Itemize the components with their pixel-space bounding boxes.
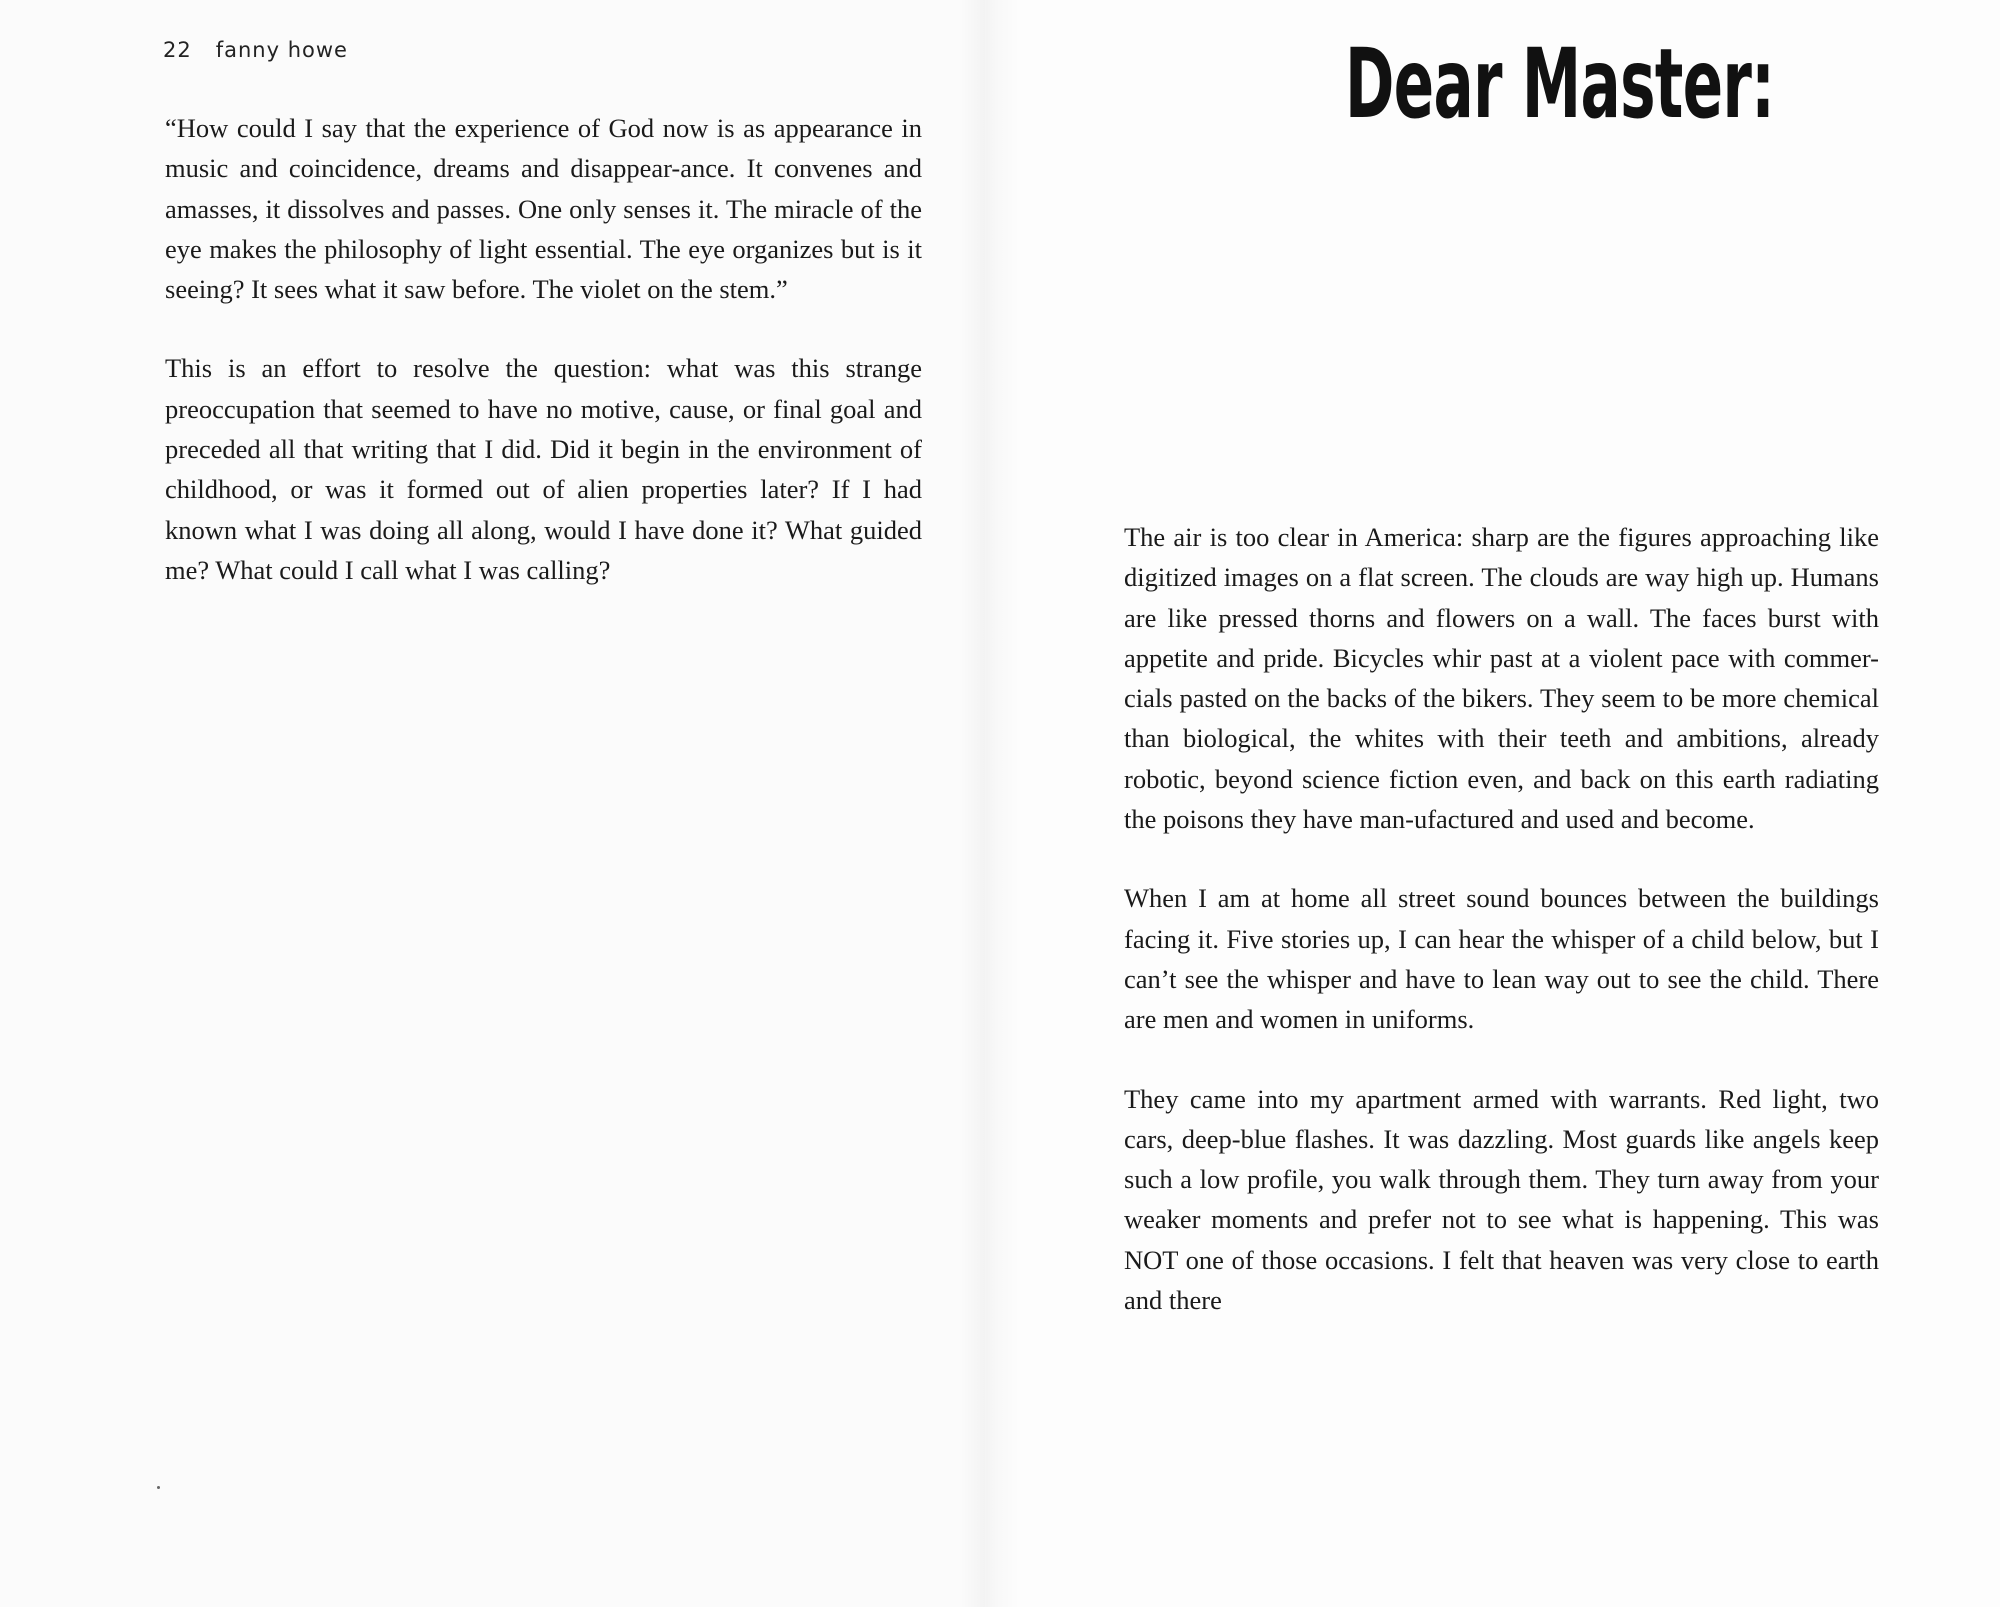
- left-page: [0, 0, 985, 1607]
- paper-speck: [157, 1486, 160, 1489]
- paragraph: They came into my apartment armed with warrants. Red light, two cars, deep-blue flashes. It was dazzling. Most guards like angels keep such a low profile, you walk through them. They turn away from your weaker moments and prefer not to see what is happening. This was NOT one of those occasions. I felt that heaven was very close to earth and there: [1124, 1083, 1879, 1316]
- left-page-body: [165, 108, 922, 629]
- page-number: 22: [163, 38, 192, 62]
- right-page-body: [1124, 517, 1879, 1359]
- author-name: fanny howe: [215, 38, 348, 62]
- paragraph: “How could I say that the experience of God now is as appearance in music and coincidence, dreams and disappear-ance. It convenes and amasses, it dissolves and passes. One only senses it. The miracle of the eye makes the philosophy of light essential. The eye organizes but is it seeing? It sees what it saw before. The violet on the stem.”: [165, 113, 922, 305]
- running-head: [163, 38, 348, 62]
- paragraph: This is an effort to resolve the question: what was this strange preoccupation that seemed to have no motive, cause, or final goal and preceded all that writing that I did. Did it begin in the environment of childhood, or was it formed out of alien properties later? If I had known what I was doing all along, would I have done it? What guided me? What could I call what I was calling?: [165, 353, 922, 585]
- book-gutter: [960, 0, 1020, 1607]
- paragraph: When I am at home all street sound bounces between the buildings facing it. Five stories up, I can hear the whisper of a child below, but I can’t see the whisper and have to lean way out to see the child. There are men and women in uniforms.: [1124, 883, 1879, 1035]
- paragraph: The air is too clear in America: sharp are the figures approaching like digitized images on a flat screen. The clouds are way high up. Humans are like pressed thorns and flowers on a wall. The faces burst with appetite and pride. Bicycles whir past at a violent pace with commer-cials pasted on the backs of the bikers. They seem to be more chemical than biological, the whites with their teeth and ambitions, already robotic, beyond science fiction even, and back on this earth radiating the poisons they have man-ufactured and used and become.: [1124, 522, 1879, 835]
- chapter-title: Dear Master:: [1345, 28, 1775, 140]
